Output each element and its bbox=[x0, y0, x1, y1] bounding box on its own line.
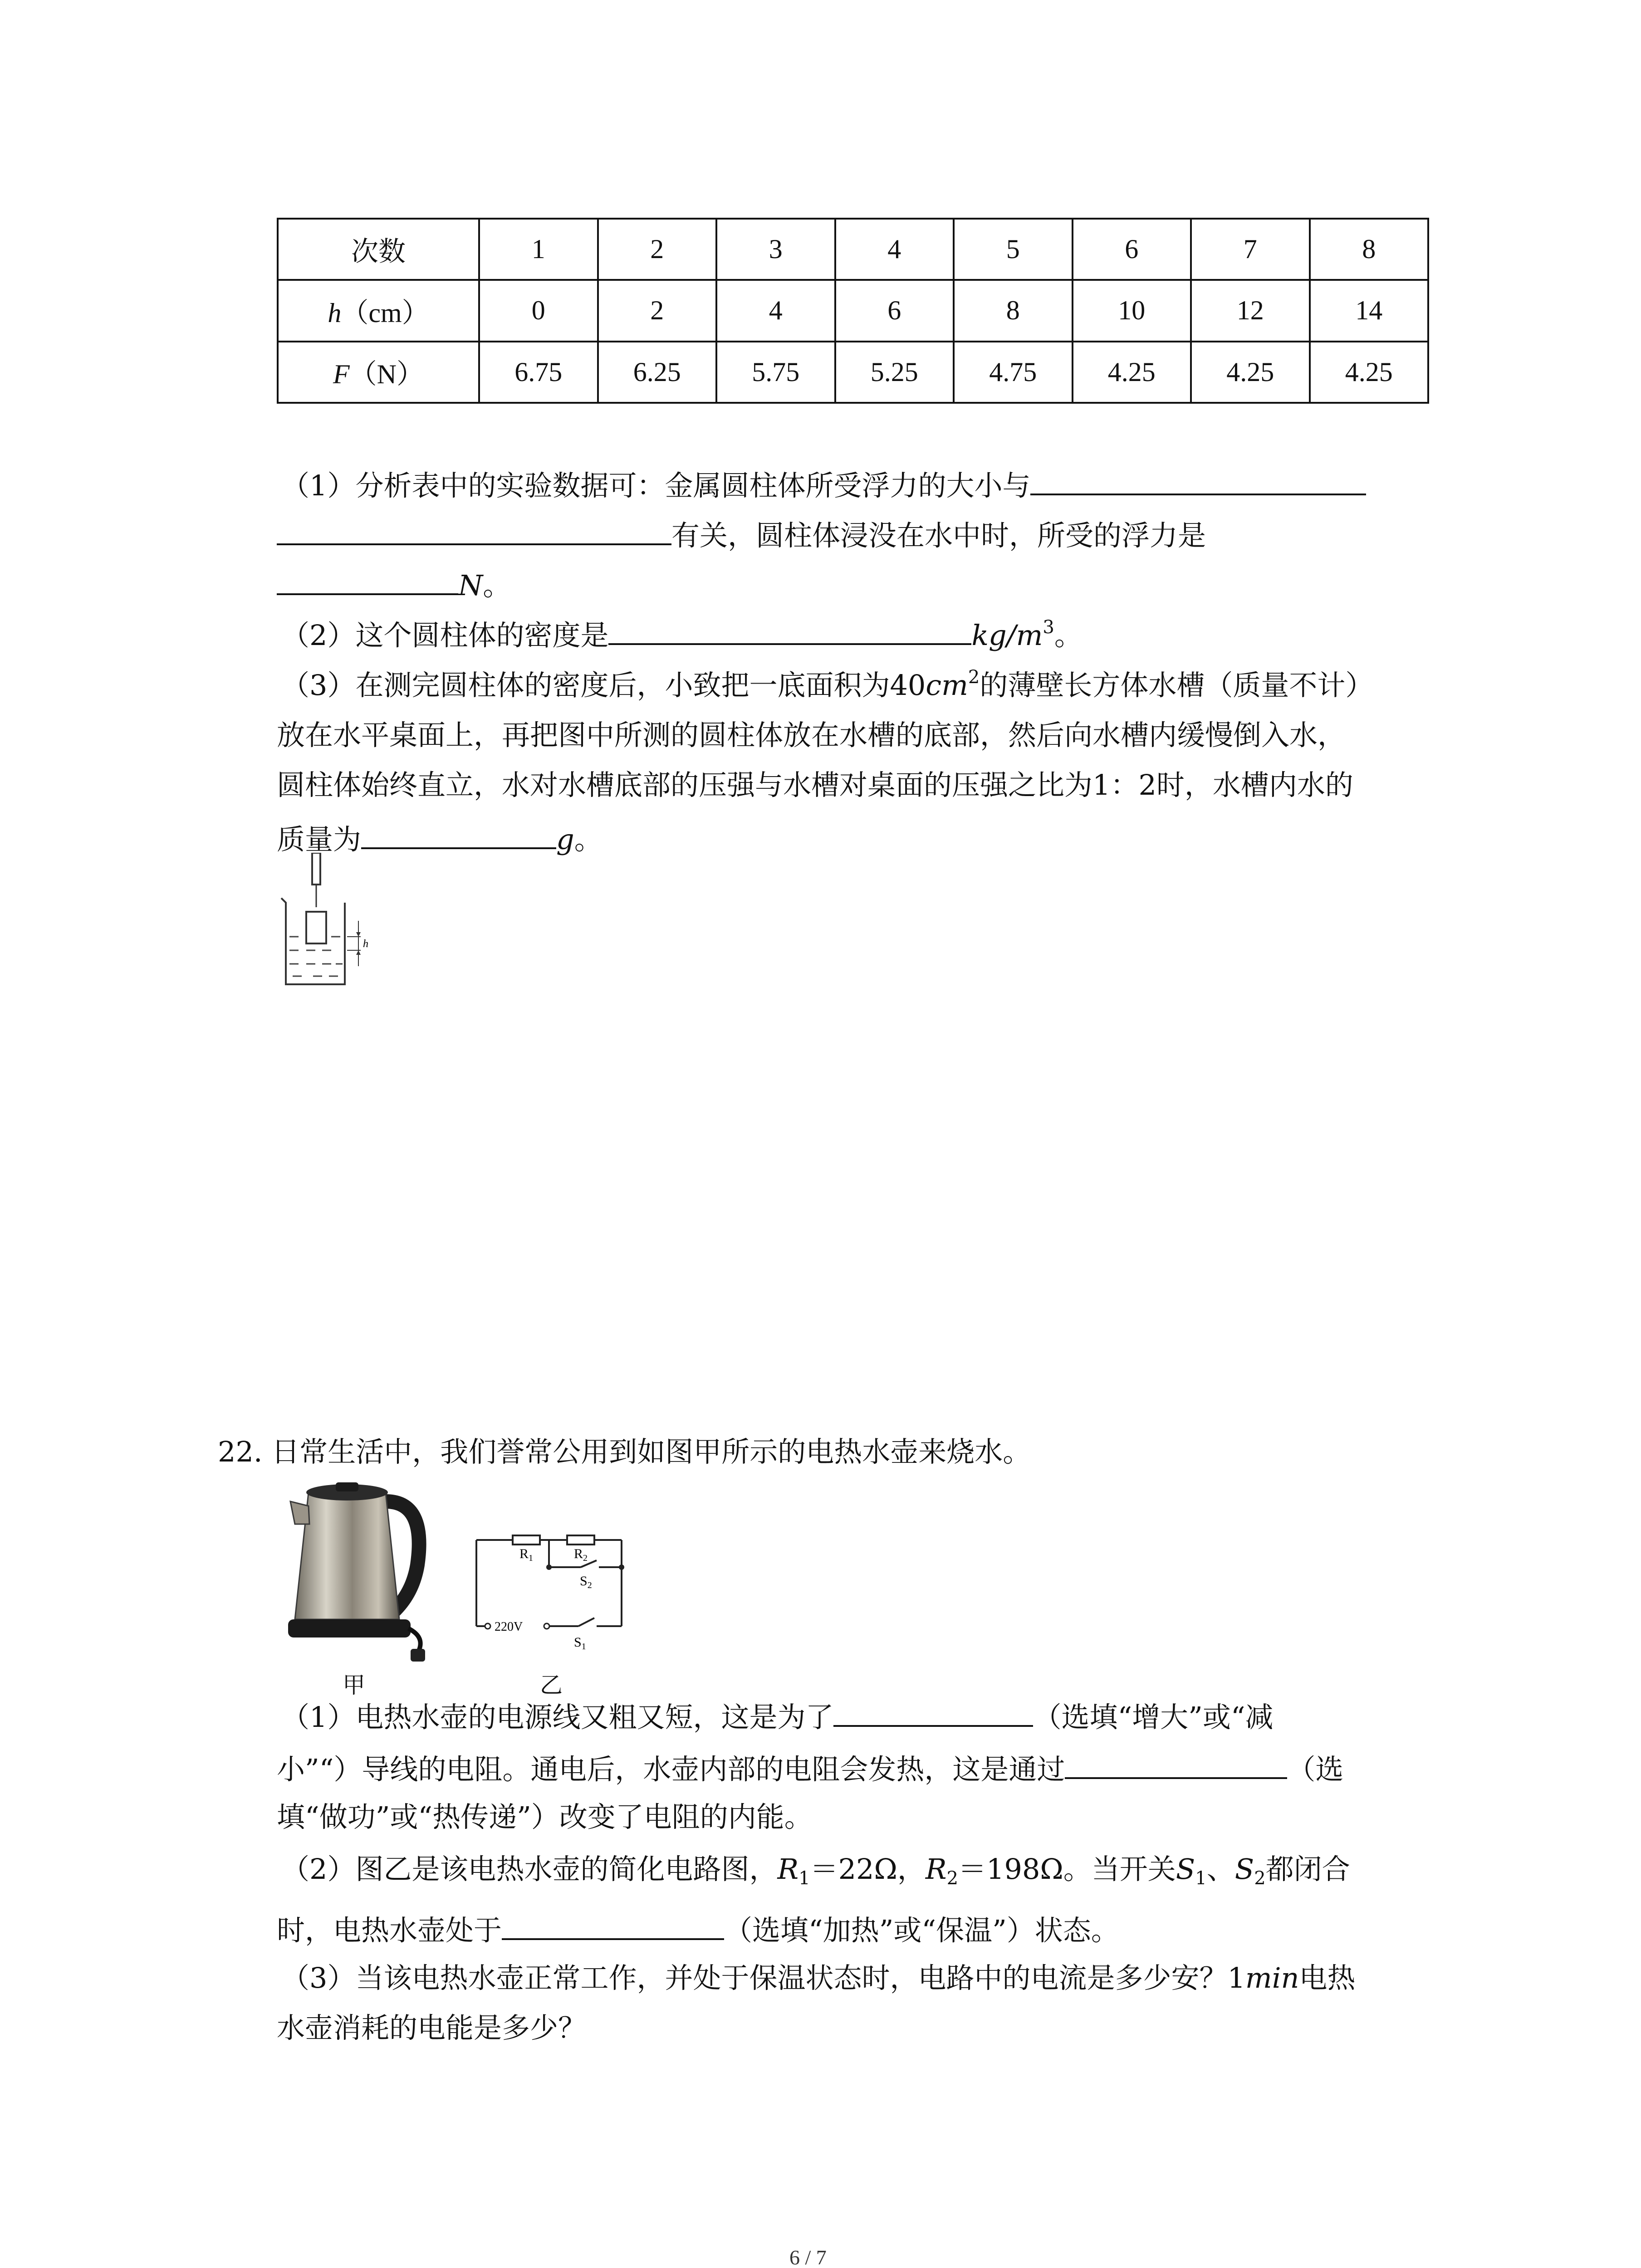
kettle-photo bbox=[281, 1474, 445, 1665]
row-label-unit: （N） bbox=[349, 359, 424, 390]
value-r1: ＝22Ω， bbox=[810, 1853, 926, 1886]
separator: 、 bbox=[1206, 1853, 1235, 1886]
q21-part2-line bbox=[281, 617, 1083, 650]
answer-blank[interactable] bbox=[833, 1699, 1033, 1727]
table-header-row bbox=[278, 219, 1428, 280]
label-s2: $S_2$ bbox=[580, 1574, 592, 1590]
var-s2: S bbox=[1234, 1853, 1254, 1886]
row-label-unit: （cm） bbox=[341, 298, 429, 328]
q21-part1-text-b: 有关，圆柱体浸没在水中时，所受的浮力是 bbox=[671, 519, 1206, 552]
q22-part1-text-d: （选 bbox=[1287, 1753, 1344, 1786]
q21-part3-text-b: 的薄壁长方体水槽（质量不计） bbox=[980, 669, 1374, 702]
q22-part1-text-c: 小”“）导线的电阻。通电后，水壶内部的电阻会发热，这是通过 bbox=[277, 1753, 1065, 1786]
table-cell: 6.25 bbox=[598, 342, 717, 403]
table-row-h bbox=[278, 280, 1428, 341]
unit-min: min bbox=[1245, 1961, 1299, 1994]
table-cell: 4.25 bbox=[1073, 342, 1191, 403]
var-r1: R bbox=[777, 1853, 799, 1886]
table-cell: 6 bbox=[835, 280, 954, 341]
subscript: 2 bbox=[1254, 1868, 1266, 1889]
label-r1: $R_1$ bbox=[519, 1546, 534, 1563]
table-header-cell: 3 bbox=[716, 219, 835, 280]
subscript: 1 bbox=[798, 1868, 810, 1889]
table-cell: 6.75 bbox=[479, 342, 598, 403]
subscript: 2 bbox=[946, 1868, 959, 1889]
unit-g: g bbox=[556, 823, 574, 856]
data-table bbox=[277, 218, 1429, 404]
q22-part1-line1 bbox=[281, 1699, 1274, 1734]
label-r2: $R_2$ bbox=[574, 1546, 588, 1563]
q21-part3-line4 bbox=[277, 821, 603, 854]
row-label-var: h bbox=[328, 298, 342, 328]
table-cell: 4.25 bbox=[1310, 342, 1429, 403]
table-cell: 4.75 bbox=[954, 342, 1073, 403]
answer-blank[interactable] bbox=[608, 617, 971, 645]
q21-part1-line1 bbox=[281, 467, 1366, 500]
answer-blank[interactable] bbox=[1030, 467, 1366, 495]
q22-part2-line2 bbox=[277, 1912, 1119, 1945]
unit-area: cm bbox=[926, 669, 968, 702]
q21-part1-line2 bbox=[277, 517, 1206, 550]
table-row-label bbox=[278, 280, 479, 341]
q22-part1-text-b: （选填“增大”或“减 bbox=[1033, 1701, 1274, 1734]
unit-n: N bbox=[458, 569, 483, 602]
table-cell: 5.25 bbox=[835, 342, 954, 403]
table-cell: 4 bbox=[716, 280, 835, 341]
q22-part2-text-b: 都闭合 bbox=[1265, 1853, 1350, 1886]
table-header-cell: 次数 bbox=[278, 219, 479, 280]
q21-part2-end: 。 bbox=[1054, 619, 1083, 652]
table-row-f bbox=[278, 342, 1428, 403]
answer-blank[interactable] bbox=[277, 567, 458, 595]
table-cell: 4.25 bbox=[1191, 342, 1310, 403]
table-cell: 8 bbox=[954, 280, 1073, 341]
q22-part3-text-a: （3）当该电热水壶正常工作，并处于保温状态时，电路中的电流是多少安？1 bbox=[281, 1961, 1245, 1994]
table-cell: 2 bbox=[598, 280, 717, 341]
q21-part1-line3 bbox=[277, 567, 511, 600]
beaker-figure bbox=[272, 853, 390, 989]
table-header-cell: 5 bbox=[954, 219, 1073, 280]
caption-jia: 甲 bbox=[343, 1672, 365, 1698]
q22-part2-line1 bbox=[281, 1853, 1350, 1889]
table-header-cell: 7 bbox=[1191, 219, 1310, 280]
q22-part2-text-c: 时，电热水壶处于 bbox=[277, 1914, 502, 1947]
label-s1: $S_1$ bbox=[574, 1635, 586, 1652]
q21-part3-line2: 放在水平桌面上，再把图中所测的圆柱体放在水槽的底部，然后向水槽内缓慢倒入水， bbox=[277, 719, 1346, 752]
answer-blank[interactable] bbox=[502, 1912, 724, 1940]
table-cell: 12 bbox=[1191, 280, 1310, 341]
q22-part3-text-b: 电热 bbox=[1299, 1961, 1356, 1994]
label-220v: 220V bbox=[495, 1620, 523, 1634]
table-header-cell: 1 bbox=[479, 219, 598, 280]
table-cell: 10 bbox=[1073, 280, 1191, 341]
answer-blank[interactable] bbox=[277, 517, 671, 545]
unit-density: kg/m bbox=[971, 619, 1043, 652]
q21-part2-text: （2）这个圆柱体的密度是 bbox=[281, 619, 609, 652]
q21-part3-line1 bbox=[281, 667, 1374, 702]
q21-part3-text-c: 质量为 bbox=[277, 823, 362, 856]
table-header-cell: 4 bbox=[835, 219, 954, 280]
q22-part1-line3: 填“做功”或“热传递”）改变了电阻的内能。 bbox=[277, 1800, 813, 1833]
q22-part1-text-a: （1）电热水壶的电源线又粗又短，这是为了 bbox=[281, 1701, 834, 1734]
table-header-cell: 2 bbox=[598, 219, 717, 280]
q21-part1-text-a: （1）分析表中的实验数据可：金属圆柱体所受浮力的大小与 bbox=[281, 469, 1031, 502]
circuit-diagram bbox=[467, 1522, 658, 1658]
unit-exponent: 2 bbox=[968, 667, 980, 688]
q22-part2-text-a: （2）图乙是该电热水壶的简化电路图， bbox=[281, 1853, 778, 1886]
var-s1: S bbox=[1176, 1853, 1195, 1886]
table-cell: 14 bbox=[1310, 280, 1429, 341]
q21-part3-line3: 圆柱体始终直立，水对水槽底部的压强与水槽对桌面的压强之比为1：2时，水槽内水的 bbox=[277, 768, 1353, 802]
table-cell: 5.75 bbox=[716, 342, 835, 403]
q22-part1-line2 bbox=[277, 1751, 1343, 1784]
q22-part3-line1 bbox=[281, 1961, 1356, 1994]
figure-h-label: h bbox=[363, 938, 368, 950]
row-label-var: F bbox=[333, 359, 350, 390]
q22-part2-text-d: （选填“加热”或“保温”）状态。 bbox=[724, 1914, 1119, 1947]
q22-part3-line2: 水壶消耗的电能是多少？ bbox=[277, 2011, 587, 2044]
caption-yi: 乙 bbox=[540, 1672, 563, 1698]
unit-exponent: 3 bbox=[1043, 617, 1054, 638]
value-r2: ＝198Ω。当开关 bbox=[958, 1853, 1176, 1886]
page-number: 6 / 7 bbox=[789, 2246, 827, 2268]
table-cell: 0 bbox=[479, 280, 598, 341]
q22-title: 22. 日常生活中，我们誉常公用到如图甲所示的电热水壶来烧水。 bbox=[218, 1435, 1031, 1468]
q21-part1-end: 。 bbox=[483, 569, 511, 602]
table-header-cell: 8 bbox=[1310, 219, 1429, 280]
q21-part3-text-a: （3）在测完圆柱体的密度后，小致把一底面积为40 bbox=[281, 669, 926, 702]
table-row-label bbox=[278, 342, 479, 403]
q21-part3-end: 。 bbox=[574, 823, 603, 856]
var-r2: R bbox=[925, 1853, 947, 1886]
table-header-cell: 6 bbox=[1073, 219, 1191, 280]
subscript: 1 bbox=[1195, 1868, 1207, 1889]
answer-blank[interactable] bbox=[361, 821, 556, 849]
answer-blank[interactable] bbox=[1065, 1751, 1287, 1779]
